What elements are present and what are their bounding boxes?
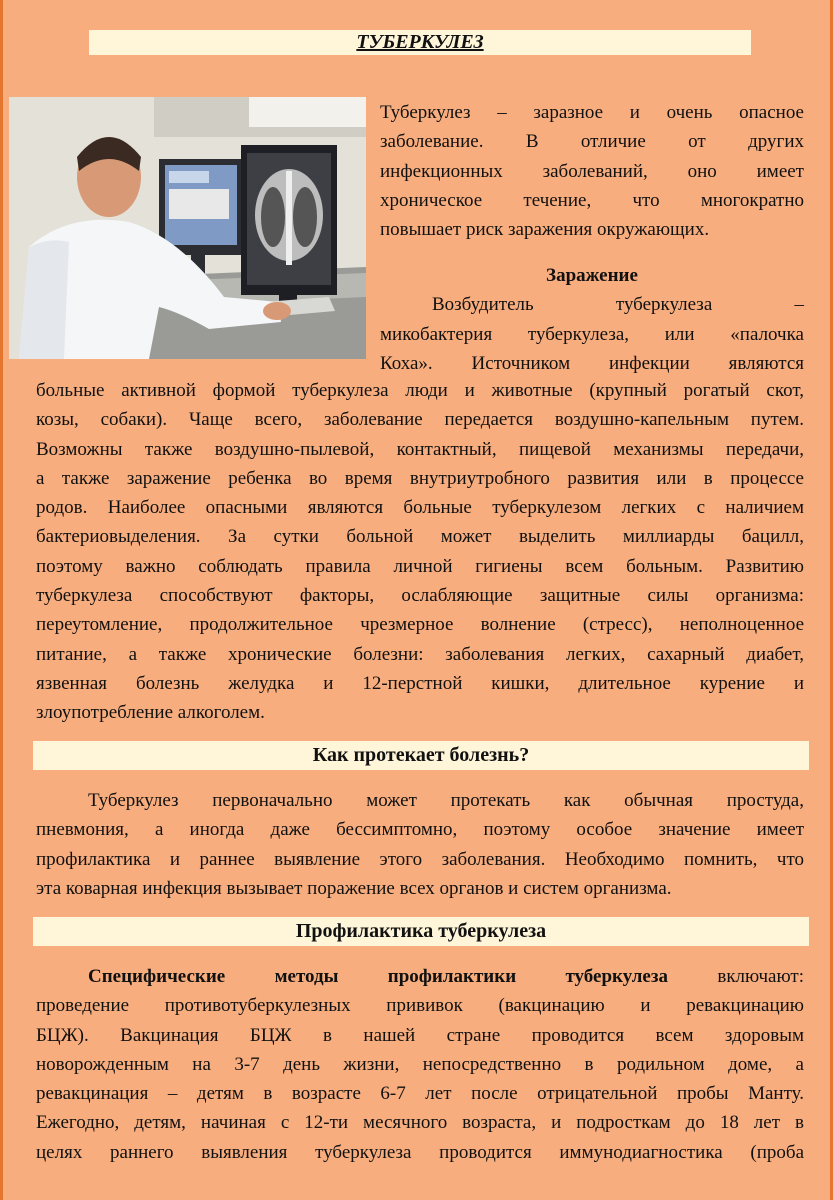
course-paragraph <box>36 786 804 903</box>
intro-line: повышает риск заражения окружающих. <box>380 219 710 241</box>
infection-line: микобактерия туберкулеза, или «палочка <box>380 323 804 345</box>
course-line: эта коварная инфекция вызывает поражение всех органов и систем организма. <box>36 877 672 899</box>
prevention-line: Ежегодно, детям, начиная с 12-ти месячного возраста, и подросткам до 18 лет в <box>36 1112 804 1134</box>
prevention-line: ревакцинация – детям в возрасте 6-7 лет после отрицательной пробы Манту. <box>36 1083 804 1105</box>
course-line: профилактика и раннее выявление этого заболевания. Необходимо помнить, что <box>36 848 804 870</box>
infection-line: питание, а также хронические болезни: заболевания легких, сахарный диабет, <box>36 643 804 665</box>
infection-line: Возбудитель туберкулеза – <box>432 294 804 316</box>
intro-paragraph <box>380 98 804 244</box>
infection-line: Возможны также воздушно-пылевой, контактный, пищевой механизмы передачи, <box>36 438 804 460</box>
infection-line: переутомление, продолжительное чрезмерное волнение (стресс), неполноценное <box>36 614 804 636</box>
course-line: Туберкулез первоначально может протекать как обычная простуда, <box>88 790 804 811</box>
intro-line: Туберкулез – заразное и очень опасное <box>380 102 804 123</box>
intro-line: инфекционных заболеваний, оно имеет <box>380 160 804 182</box>
prevention-paragraph <box>36 962 804 1167</box>
infection-line: язвенная болезнь желудка и 12-перстной кишки, длительное курение и <box>36 672 804 694</box>
doctor-xray-photo <box>9 97 366 359</box>
prevention-first-line <box>36 962 804 991</box>
infection-side-block <box>380 261 804 378</box>
prevention-line: проведение противотуберкулезных прививок (вакцинацию и ревакцинацию <box>36 995 804 1017</box>
infection-line: поэтому важно соблюдать правила личной гигиены всем больным. Развитию <box>36 555 804 577</box>
prevention-line: новорожденным на 3-7 день жизни, непосредственно в родильном доме, а <box>36 1053 804 1075</box>
infection-line: бактериовыделения. За сутки больной может выделить миллиарды бацилл, <box>36 526 804 548</box>
prevention-line: БЦЖ). Вакцинация БЦЖ в нашей стране проводится всем здоровым <box>36 1024 804 1046</box>
infection-line: родов. Наиболее опасными являются больные туберкулезом легких с наличием <box>36 497 804 519</box>
page-title: ТУБЕРКУЛЕЗ <box>89 30 751 55</box>
infection-heading: Заражение <box>546 265 638 286</box>
infection-line: а также заражение ребенка во время внутриутробного развития или в процессе <box>36 467 804 489</box>
course-line: пневмония, а иногда даже бессимптомно, поэтому особое значение имеет <box>36 819 804 841</box>
intro-line: хроническое течение, что многократно <box>380 189 804 211</box>
course-heading: Как протекает болезнь? <box>33 741 809 770</box>
infection-line: Коха». Источником инфекции являются <box>380 352 804 374</box>
infection-line: козы, собаки). Чаще всего, заболевание передается воздушно-капельным путем. <box>36 409 804 431</box>
prevention-bold-lead: Специфические методы профилактики туберкулеза <box>88 966 668 987</box>
prevention-heading: Профилактика туберкулеза <box>33 917 809 946</box>
infection-paragraph <box>36 376 804 728</box>
infection-line: туберкулеза способствуют факторы, ослабляющие защитные силы организма: <box>36 585 804 607</box>
prevention-lead-rest: включают: <box>717 966 805 987</box>
infection-line: больные активной формой туберкулеза люди и животные (крупный рогатый скот, <box>36 380 804 401</box>
prevention-line: целях раннего выявления туберкулеза проводится иммунодиагностика (проба <box>36 1141 804 1163</box>
intro-line: заболевание. В отличие от других <box>380 131 804 153</box>
infection-line: злоупотребление алкоголем. <box>36 702 265 724</box>
